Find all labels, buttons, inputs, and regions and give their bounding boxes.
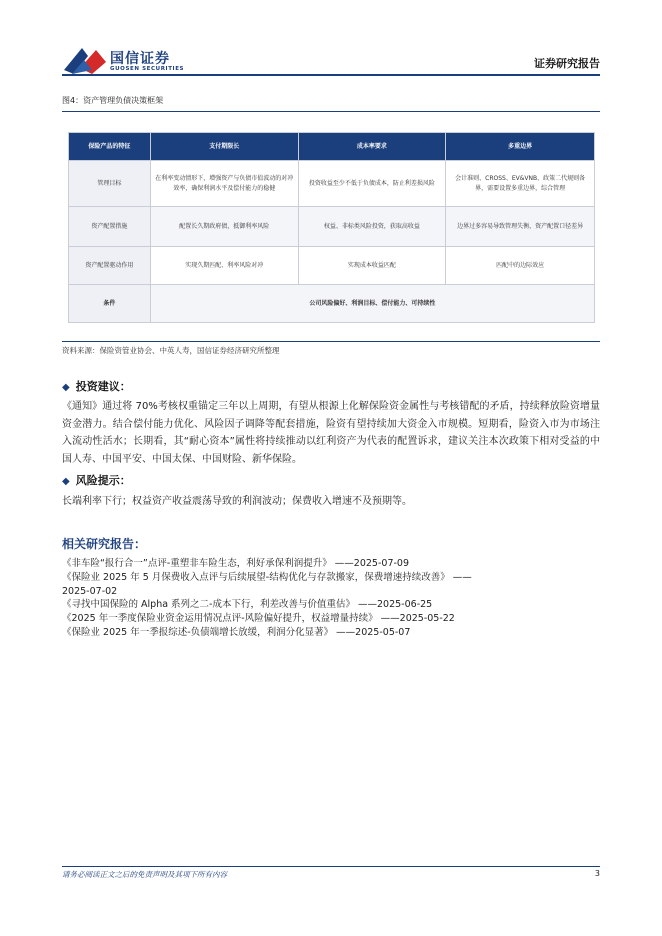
report-type: 证券研究报告 xyxy=(534,57,600,70)
table-cell: 边界过多容易导致管理失衡，资产配置口径差异 xyxy=(446,207,595,247)
figure-bottom-divider xyxy=(62,341,600,342)
asset-liability-framework-table xyxy=(68,132,595,323)
table-row xyxy=(69,247,595,285)
footer-divider xyxy=(62,866,600,867)
list-item: 《非车险“报行合一”点评-重塑非车险生态，利好承保利润提升》 ——2025-07-09 xyxy=(62,558,410,569)
table-header-cell: 多重边界 xyxy=(446,133,595,161)
table-header-cell: 成本率要求 xyxy=(298,133,446,161)
header-divider xyxy=(62,74,600,76)
condition-label: 条件 xyxy=(69,285,151,323)
diamond-bullet-icon: ◆ xyxy=(62,382,70,393)
table-cell: 权益、非标类风险投资，获取高收益 xyxy=(298,207,446,247)
row-label: 管理目标 xyxy=(69,161,151,207)
table-header-row xyxy=(69,133,595,161)
guosen-logo-icon xyxy=(62,44,108,76)
table-row-condition xyxy=(69,285,595,323)
list-item: 《寻找中国保险的 Alpha 系列之二-成本下行，利差改善与价值重估》 ——2025-06-25 xyxy=(62,599,433,611)
brand-name-cn: 国信证券 xyxy=(110,51,170,67)
related-reports-title: 相关研究报告： xyxy=(62,537,147,551)
table-cell: 匹配中的边际效应 xyxy=(446,247,595,285)
row-label: 资产配置驱动作用 xyxy=(69,247,151,285)
table-cell: 实现成本收益匹配 xyxy=(298,247,446,285)
table-cell: 实现久期匹配、利率风险对冲 xyxy=(150,247,298,285)
table-cell: 配置长久期政府债，抵御利率风险 xyxy=(150,207,298,247)
table-row xyxy=(69,161,595,207)
list-item: 《保险业 2025 年一季报综述-负债端增长放缓，利润分化显著》 ——2025-05-07 xyxy=(62,626,411,638)
condition-text: 公司风险偏好、利润目标、偿付能力、可持续性 xyxy=(150,285,594,323)
footer-disclaimer: 请务必阅读正文之后的免责声明及其项下所有内容 xyxy=(62,870,227,879)
figure-top-divider xyxy=(62,111,600,112)
table-header-cell: 保险产品的特征 xyxy=(69,133,151,161)
invest-heading: ◆ 投资建议： xyxy=(62,380,131,393)
diamond-bullet-icon: ◆ xyxy=(62,476,70,487)
table-cell: 投资收益至少不低于负债成本，防止利差损风险 xyxy=(298,161,446,207)
list-item: 《2025 年一季度保险业资金运用情况点评-风险偏好提升，权益增量持续》 ——2025-05-22 xyxy=(62,613,455,625)
figure-source: 资料来源：保险资管业协会、中英人寿，国信证券经济研究所整理 xyxy=(62,346,280,355)
figure-title: 图4：资产管理负债决策框架 xyxy=(62,96,164,105)
table-row xyxy=(69,207,595,247)
related-reports-list xyxy=(62,557,602,640)
page-number: 3 xyxy=(594,869,600,878)
invest-paragraph: 《通知》通过将 70%考核权重锚定三年以上周期，有望从根源上化解保险资金属性与考核错配的矛盾，持续释放险资增量资金潜力。结合偿付能力优化、风险因子调降等配套措施，险资有望持续加大资金入市规模。短期看，险资入市为市场注入流动性活水；长期看，其“耐心资本”属性将持续推动以红利资产为代表的配置诉求，建议关注本次政策下相对受益的中国人寿、中国平安、中国太保、中国财险、新华保险。 xyxy=(62,401,600,465)
risk-paragraph: 长端利率下行；权益资产收益震荡导致的利润波动；保费收入增速不及预期等。 xyxy=(62,496,412,507)
brand-logo xyxy=(62,44,202,78)
row-label: 资产配置措施 xyxy=(69,207,151,247)
table-header-cell: 支付期限长 xyxy=(150,133,298,161)
table-cell: 在利率变动情形下，增强资产与负债市值波动的对冲效率，确保利润水平及偿付能力的稳健 xyxy=(150,161,298,207)
list-item: 《保险业 2025 年 5 月保费收入点评与后续展望-结构优化与存款搬家，保费增速持续改善》 —— xyxy=(62,571,472,583)
brand-name-en: GUOSEN SECURITIES xyxy=(110,66,185,72)
table-cell: 会计准则、CROSS、EV&VNB、政策二代规则备界，需要设置多重边界，综合管理 xyxy=(446,161,595,207)
list-item: 2025-07-02 xyxy=(62,585,118,597)
risk-heading: ◆ 风险提示： xyxy=(62,474,131,487)
